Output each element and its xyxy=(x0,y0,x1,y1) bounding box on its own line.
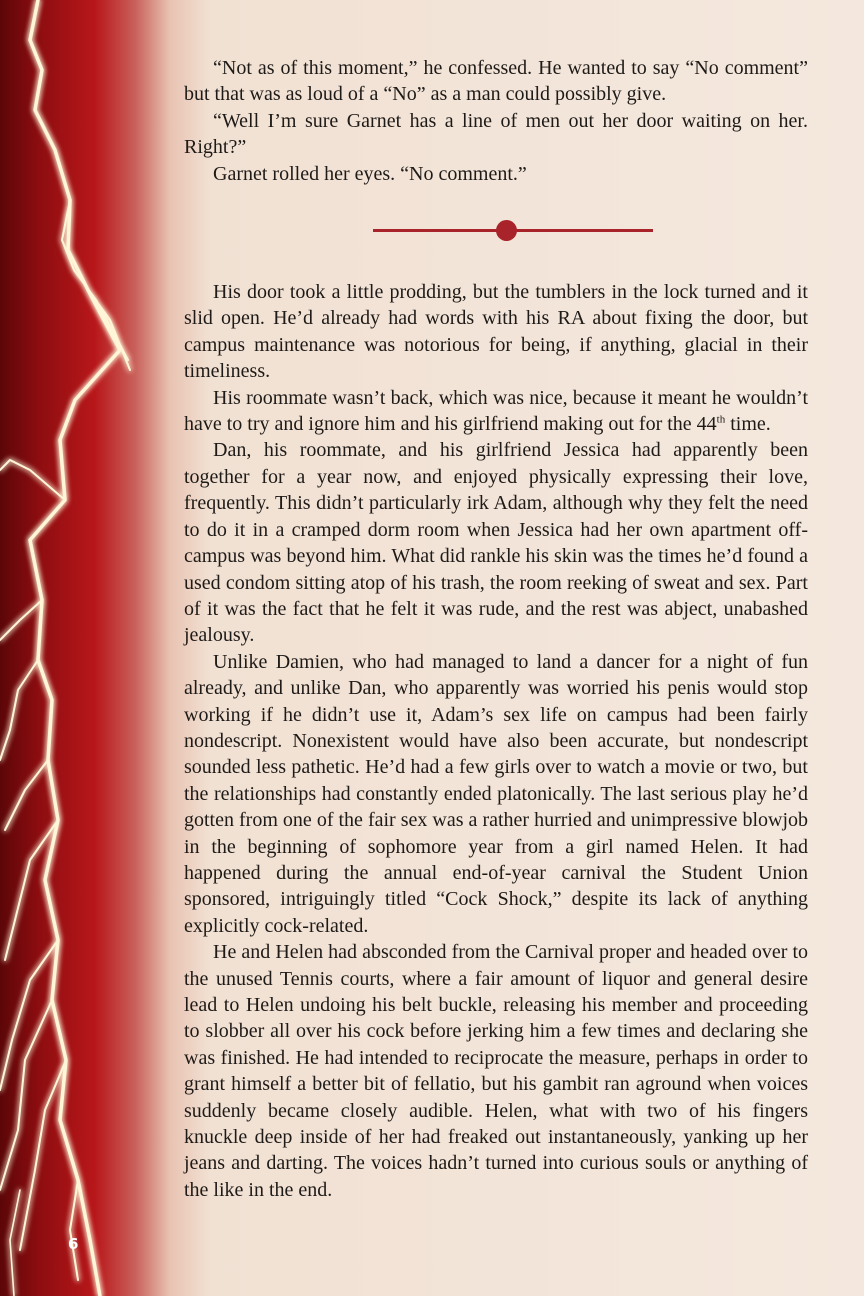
paragraph-text: time. xyxy=(725,413,771,436)
paragraph: His door took a little prodding, but the tumblers in the lock turned and it slid open. He’d already had words with his RA about fixing the door, but campus maintenance was notorious for being, if anything, glacial in their timeliness. xyxy=(184,281,808,383)
paragraph: Unlike Damien, who had managed to land a dancer for a night of fun already, and unlike Dan, who apparently was worried his penis would stop working if he didn’t use it, Adam’s sex life on campus had been fairly nondescript. Nonexistent would have also been accurate, but nondescript sounded less pathetic. He’d had a few girls over to watch a movie or two, but the relationships had constantly ended platonically. The last serious play he’d gotten from one of the fair sex was a rather hurried and unimpressive blowjob in the beginning of sophomore year from a girl named Helen. It had happened during the annual end-of-year carnival the Student Union sponsored, intriguingly titled “Cock Shock,” despite its lack of anything explicitly cock-related. xyxy=(184,650,808,937)
paragraph: Dan, his roommate, and his girlfriend Jessica had apparently been together for a year now, and enjoyed physically expressing their love, frequently. This didn’t particularly irk Adam, although why they felt the need to do it in a cramped dorm room when Jessica had her own apartment off-campus was beyond him. What did rankle his skin was the times he’d found a used condom sitting atop of his trash, the room reeking of sweat and sex. Part of it was the fact that he felt it was rude, and the rest was abject, unabashed jealousy. xyxy=(184,439,808,647)
ordinal-suffix: th xyxy=(716,413,726,426)
paragraph: “Not as of this moment,” he confessed. He wanted to say “No comment” but that was as loud of a “No” as a man could possibly give. xyxy=(184,57,808,106)
paragraph xyxy=(184,385,808,438)
paragraph: Garnet rolled her eyes. “No comment.” xyxy=(213,162,527,185)
section-divider xyxy=(184,209,808,253)
divider-dot-icon xyxy=(496,220,517,241)
paragraph: “Well I’m sure Garnet has a line of men out her door waiting on her. Right?” xyxy=(184,109,808,159)
paragraph-text: His roommate wasn’t back, which was nice, because it meant he wouldn’t have to try and ignore him and his girlfriend making out for the 44 xyxy=(184,386,808,436)
lightning-bolt-decoration xyxy=(0,0,200,1296)
page-number: 6 xyxy=(68,1235,79,1253)
body-text xyxy=(184,55,808,1203)
paragraph: He and Helen had absconded from the Carnival proper and headed over to the unused Tennis courts, where a fair amount of liquor and general desire lead to Helen undoing his belt buckle, releasing his member and proceeding to slobber all over his cock before jerking him a few times and declaring she was finished. He had intended to reciprocate the measure, perhaps in order to grant himself a better bit of fellatio, but his gambit ran aground when voices suddenly became closely audible. Helen, what with two of his fingers knuckle deep inside of her had freaked out instantaneously, yanking up her jeans and darting. The voices hadn’t turned into curious souls or anything of the like in the end. xyxy=(184,941,808,1201)
